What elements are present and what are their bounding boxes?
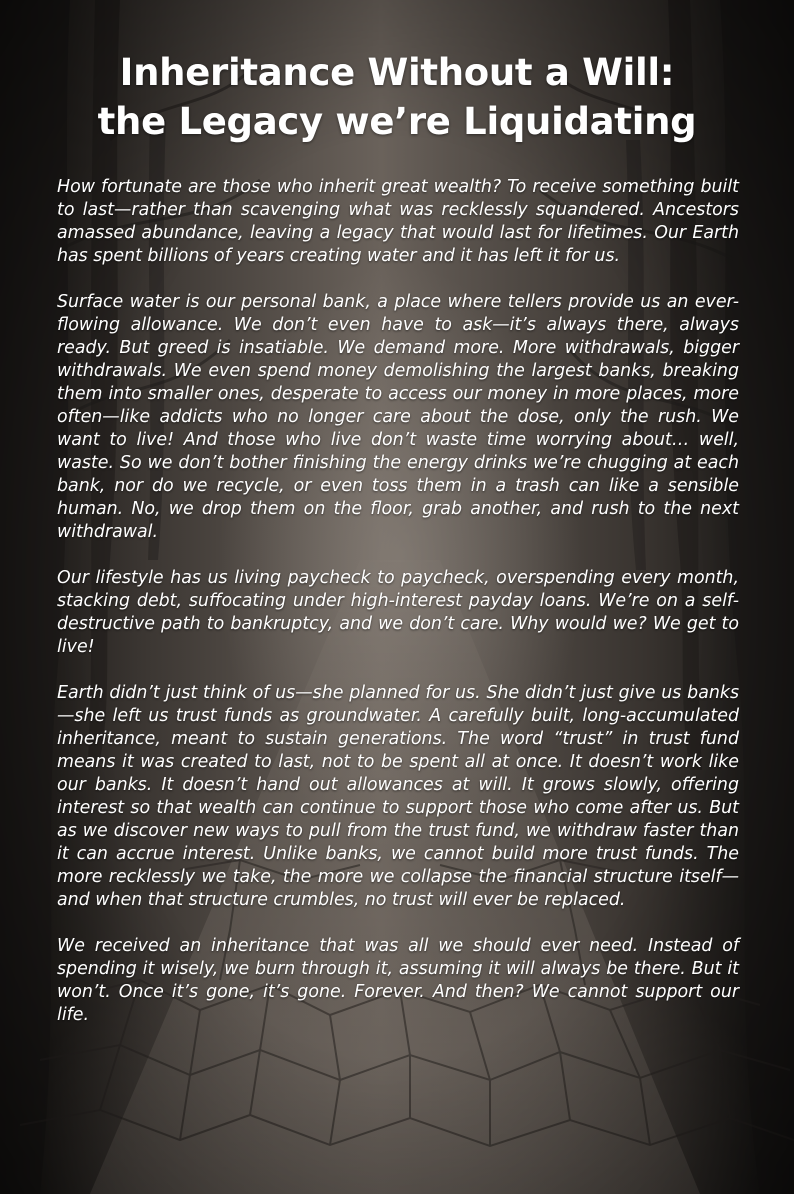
paragraph-4: Earth didn’t just think of us—she planned for us. She didn’t just give us banks—she left us trust funds as groundwater. A carefully built, long-accumulated inheritance, meant to sustain generations. The word “trust” in trust fund means it was created to last, not to be spent all at once. It doesn’t work like our banks. It doesn’t hand out allowances at will. It grows slowly, offering interest so that wealth can continue to support those who come after us. But as we discover new ways to pull from the trust fund, we withdraw faster than it can accrue interest. Unlike banks, we cannot build more trust funds. The more recklessly we take, the more we collapse the financial structure itself—and when that structure crumbles, no trust will ever be replaced. — [57, 683, 739, 910]
title-line-2: the Legacy we’re Liquidating — [97, 100, 697, 143]
paragraph-2: Surface water is our personal bank, a place where tellers provide us an ever-flowing allowance. We don’t even have to ask—it’s always there, always ready. But greed is insatiable. We demand more. More withdrawals, bigger withdrawals. We even spend money demolishing the largest banks, breaking them into smaller ones, desperate to access our money in more places, more often—like addicts who no longer care about the dose, only the rush. We want to live! And those who live don’t waste time worrying about… well, waste. So we don’t bother finishing the energy drinks we’re chugging at each bank, nor do we recycle, or even toss them in a trash can like a sensible human. No, we drop them on the floor, grab another, and rush to the next withdrawal. — [57, 292, 739, 542]
page-title — [40, 48, 754, 146]
body-text — [57, 176, 739, 1050]
paragraph-3: Our lifestyle has us living paycheck to paycheck, overspending every month, stacking debt, suffocating under high-interest payday loans. We’re on a self-destructive path to bankruptcy, and we don’t care. Why would we? We get to live! — [57, 568, 739, 657]
paragraph-1: How fortunate are those who inherit great wealth? To receive something built to last—rather than scavenging what was recklessly squandered. Ancestors amassed abundance, leaving a legacy that would last for lifetimes. Our Earth has spent billions of years creating water and it has left it for us. — [57, 177, 739, 266]
title-line-1: Inheritance Without a Will: — [119, 51, 675, 94]
paragraph-5: We received an inheritance that was all we should ever need. Instead of spending it wisely, we burn through it, assuming it will always be there. But it won’t. Once it’s gone, it’s gone. Forever. And then? We cannot support our life. — [57, 936, 739, 1025]
